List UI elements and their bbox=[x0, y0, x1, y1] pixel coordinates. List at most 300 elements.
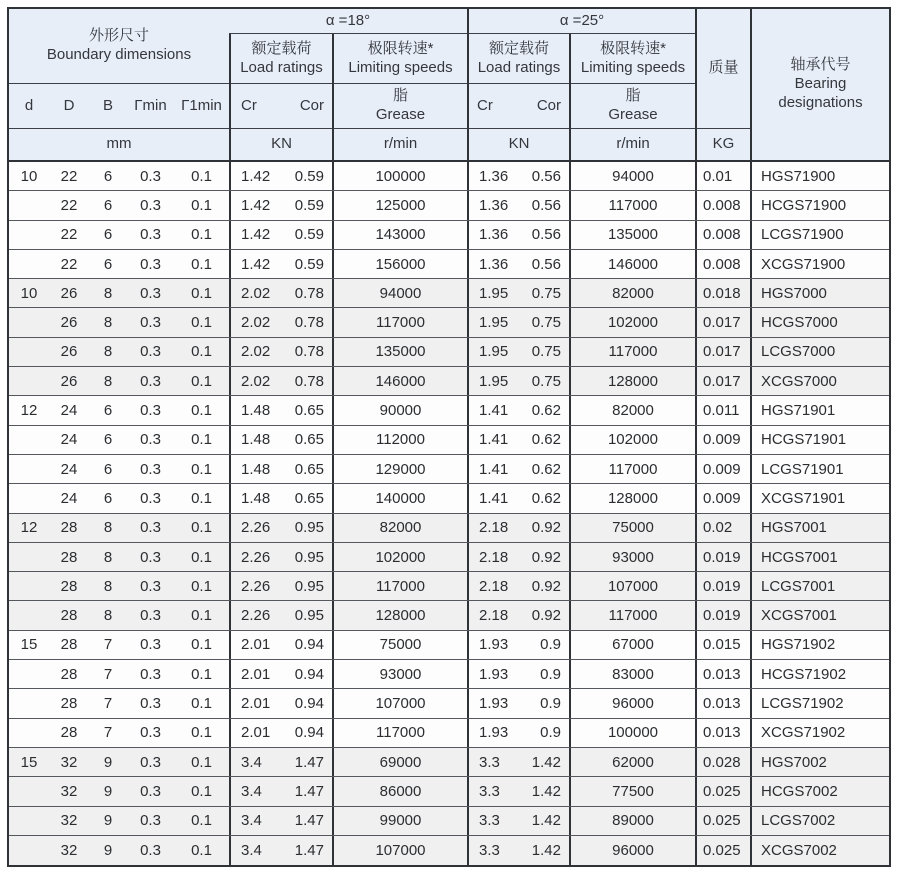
cell-grease25: 102000 bbox=[569, 426, 695, 454]
cell-mass: 0.019 bbox=[695, 543, 750, 571]
cell-rmin: 0.3 bbox=[140, 402, 161, 420]
cell-d bbox=[9, 455, 49, 483]
cell-cr25: 1.95 bbox=[467, 367, 524, 395]
cell-grease18: 102000 bbox=[332, 543, 467, 571]
cell-designation: HGS71901 bbox=[750, 396, 889, 424]
cell-cr18: 2.01 bbox=[229, 631, 287, 659]
cell-grease25: 89000 bbox=[569, 807, 695, 835]
cell-grease18: 69000 bbox=[332, 748, 467, 776]
bearing-designations-en2: designations bbox=[778, 93, 863, 111]
cell-d bbox=[9, 660, 49, 688]
unit-kn-25: KN bbox=[467, 129, 569, 160]
cell-cor25: 0.56 bbox=[531, 255, 561, 273]
cell-grease25: 75000 bbox=[569, 514, 695, 542]
header-col-cr-18: Cr bbox=[229, 84, 287, 129]
cell-cor18: 0.95 bbox=[294, 548, 324, 566]
cell-rmin: 0.3 bbox=[140, 724, 161, 742]
cell-d: 15 bbox=[20, 753, 38, 771]
cell-d: 10 bbox=[20, 167, 38, 185]
header-alpha-18: α =18° bbox=[229, 9, 467, 34]
cell-d bbox=[9, 719, 49, 747]
cell-mass: 0.009 bbox=[695, 426, 750, 454]
cell-cr25: 1.41 bbox=[467, 484, 524, 512]
limiting-speeds-en: Limiting speeds bbox=[580, 58, 686, 76]
cell-rmin: 0.3 bbox=[140, 460, 161, 478]
cell-cor18: 1.47 bbox=[294, 812, 324, 830]
cell-d bbox=[9, 484, 49, 512]
cell-designation: LCGS71901 bbox=[750, 455, 889, 483]
cell-grease18: 90000 bbox=[332, 396, 467, 424]
header-col-r1min: Γ1min bbox=[174, 84, 229, 129]
cell-cor18: 0.65 bbox=[294, 431, 324, 449]
cell-grease25: 117000 bbox=[569, 601, 695, 629]
cell-cor25: 0.92 bbox=[531, 577, 561, 595]
cell-B: 8 bbox=[103, 548, 113, 566]
cell-cor25: 0.92 bbox=[531, 519, 561, 537]
cell-mass: 0.015 bbox=[695, 631, 750, 659]
cell-D: 28 bbox=[60, 577, 78, 595]
cell-grease25: 94000 bbox=[569, 162, 695, 190]
cell-B: 9 bbox=[103, 841, 113, 859]
cell-rmin: 0.3 bbox=[140, 343, 161, 361]
cell-r1min: 0.1 bbox=[191, 167, 212, 185]
cell-cor25: 0.75 bbox=[531, 314, 561, 332]
table-row bbox=[9, 250, 889, 279]
cell-cr25: 1.93 bbox=[467, 689, 524, 717]
cell-cor18: 0.78 bbox=[294, 343, 324, 361]
cell-cor25: 1.42 bbox=[531, 753, 561, 771]
unit-mm: mm bbox=[106, 135, 132, 153]
cell-designation: HGS71902 bbox=[750, 631, 889, 659]
cell-cr25: 3.3 bbox=[467, 807, 524, 835]
cell-D: 26 bbox=[60, 314, 78, 332]
cell-rmin: 0.3 bbox=[140, 519, 161, 537]
cell-designation: HGS71900 bbox=[750, 162, 889, 190]
cell-grease25: 128000 bbox=[569, 484, 695, 512]
cell-grease18: 117000 bbox=[332, 719, 467, 747]
cell-r1min: 0.1 bbox=[191, 607, 212, 625]
cell-B: 6 bbox=[103, 489, 113, 507]
cell-designation: HCGS71902 bbox=[750, 660, 889, 688]
cell-r1min: 0.1 bbox=[191, 724, 212, 742]
cell-cr18: 1.48 bbox=[229, 455, 287, 483]
limiting-speeds-cn: 极限转速* bbox=[367, 39, 434, 57]
cell-cor18: 0.95 bbox=[294, 519, 324, 537]
cell-designation: XCGS7000 bbox=[750, 367, 889, 395]
load-ratings-en: Load ratings bbox=[240, 58, 323, 76]
cell-d bbox=[9, 836, 49, 865]
cell-rmin: 0.3 bbox=[140, 255, 161, 273]
cell-rmin: 0.3 bbox=[140, 753, 161, 771]
cell-grease25: 83000 bbox=[569, 660, 695, 688]
cell-grease25: 135000 bbox=[569, 221, 695, 249]
cell-cor25: 0.62 bbox=[531, 402, 561, 420]
cell-rmin: 0.3 bbox=[140, 841, 161, 859]
cell-designation: HGS7000 bbox=[750, 279, 889, 307]
cell-cr18: 2.26 bbox=[229, 572, 287, 600]
cell-r1min: 0.1 bbox=[191, 694, 212, 712]
cell-mass: 0.008 bbox=[695, 191, 750, 219]
cell-grease25: 62000 bbox=[569, 748, 695, 776]
cell-cor25: 0.92 bbox=[531, 607, 561, 625]
cell-cr25: 1.93 bbox=[467, 631, 524, 659]
cell-D: 28 bbox=[60, 636, 78, 654]
cell-r1min: 0.1 bbox=[191, 636, 212, 654]
cell-cr18: 2.26 bbox=[229, 514, 287, 542]
cell-d bbox=[9, 191, 49, 219]
cell-mass: 0.017 bbox=[695, 308, 750, 336]
cell-grease18: 129000 bbox=[332, 455, 467, 483]
cell-mass: 0.013 bbox=[695, 689, 750, 717]
cell-grease18: 128000 bbox=[332, 601, 467, 629]
cell-D: 32 bbox=[60, 753, 78, 771]
cell-rmin: 0.3 bbox=[140, 167, 161, 185]
cell-cor25: 0.9 bbox=[540, 694, 561, 712]
cell-d bbox=[9, 543, 49, 571]
cell-r1min: 0.1 bbox=[191, 577, 212, 595]
cell-B: 6 bbox=[103, 167, 113, 185]
cell-cor18: 0.65 bbox=[294, 402, 324, 420]
cell-grease18: 93000 bbox=[332, 660, 467, 688]
cell-d bbox=[9, 308, 49, 336]
cell-D: 24 bbox=[60, 489, 78, 507]
cell-B: 9 bbox=[103, 812, 113, 830]
cell-cr18: 2.02 bbox=[229, 308, 287, 336]
cell-designation: HCGS7000 bbox=[750, 308, 889, 336]
cell-cr25: 1.95 bbox=[467, 338, 524, 366]
cell-grease25: 117000 bbox=[569, 191, 695, 219]
table-row bbox=[9, 396, 889, 425]
cell-grease25: 96000 bbox=[569, 689, 695, 717]
cell-d: 12 bbox=[20, 402, 38, 420]
cell-grease18: 99000 bbox=[332, 807, 467, 835]
cell-D: 26 bbox=[60, 372, 78, 390]
cell-B: 6 bbox=[103, 196, 113, 214]
cell-grease18: 75000 bbox=[332, 631, 467, 659]
cell-designation: HCGS71901 bbox=[750, 426, 889, 454]
cell-mass: 0.011 bbox=[695, 396, 750, 424]
cell-r1min: 0.1 bbox=[191, 665, 212, 683]
cell-cr18: 2.01 bbox=[229, 719, 287, 747]
header-mass: 质量 bbox=[695, 9, 750, 129]
table-row bbox=[9, 308, 889, 337]
unit-rpm-25: r/min bbox=[569, 129, 695, 160]
cell-rmin: 0.3 bbox=[140, 812, 161, 830]
cell-D: 32 bbox=[60, 841, 78, 859]
cell-rmin: 0.3 bbox=[140, 489, 161, 507]
header-col-cor-25: Cor bbox=[524, 84, 569, 129]
cell-cor18: 1.47 bbox=[294, 841, 324, 859]
cell-grease18: 146000 bbox=[332, 367, 467, 395]
table-row bbox=[9, 719, 889, 748]
cell-cor25: 0.62 bbox=[531, 489, 561, 507]
cell-d bbox=[9, 221, 49, 249]
cell-cor25: 0.9 bbox=[540, 665, 561, 683]
cell-r1min: 0.1 bbox=[191, 402, 212, 420]
unit-kn-18: KN bbox=[229, 129, 332, 160]
table-row bbox=[9, 426, 889, 455]
cell-cor18: 0.59 bbox=[294, 196, 324, 214]
cell-d bbox=[9, 367, 49, 395]
cell-cr18: 3.4 bbox=[229, 748, 287, 776]
header-col-rmin: Γmin bbox=[127, 84, 174, 129]
cell-D: 22 bbox=[60, 226, 78, 244]
cell-mass: 0.009 bbox=[695, 484, 750, 512]
cell-cor18: 0.59 bbox=[294, 226, 324, 244]
cell-cr18: 1.42 bbox=[229, 162, 287, 190]
cell-cor18: 0.94 bbox=[294, 724, 324, 742]
cell-grease18: 135000 bbox=[332, 338, 467, 366]
cell-designation: LCGS71902 bbox=[750, 689, 889, 717]
cell-cr25: 1.93 bbox=[467, 719, 524, 747]
cell-mass: 0.019 bbox=[695, 572, 750, 600]
cell-r1min: 0.1 bbox=[191, 841, 212, 859]
cell-B: 9 bbox=[103, 753, 113, 771]
cell-r1min: 0.1 bbox=[191, 226, 212, 244]
table-row bbox=[9, 162, 889, 191]
cell-d: 15 bbox=[20, 636, 38, 654]
grease-cn: 脂 bbox=[392, 87, 408, 105]
cell-cr18: 1.42 bbox=[229, 221, 287, 249]
table-body bbox=[9, 162, 889, 865]
cell-designation: LCGS7001 bbox=[750, 572, 889, 600]
cell-rmin: 0.3 bbox=[140, 284, 161, 302]
cell-rmin: 0.3 bbox=[140, 431, 161, 449]
cell-cr25: 1.95 bbox=[467, 279, 524, 307]
cell-cr18: 1.48 bbox=[229, 484, 287, 512]
cell-mass: 0.017 bbox=[695, 367, 750, 395]
cell-cr18: 2.26 bbox=[229, 601, 287, 629]
cell-designation: LCGS7002 bbox=[750, 807, 889, 835]
grease-en: Grease bbox=[608, 106, 658, 123]
cell-mass: 0.017 bbox=[695, 338, 750, 366]
cell-r1min: 0.1 bbox=[191, 255, 212, 273]
cell-cor18: 0.65 bbox=[294, 460, 324, 478]
cell-r1min: 0.1 bbox=[191, 489, 212, 507]
header-load-ratings-25 bbox=[467, 34, 569, 84]
cell-grease18: 82000 bbox=[332, 514, 467, 542]
cell-B: 8 bbox=[103, 519, 113, 537]
boundary-label-en: Boundary dimensions bbox=[46, 46, 192, 63]
table-row bbox=[9, 748, 889, 777]
header-boundary-dimensions bbox=[9, 9, 229, 84]
table-row bbox=[9, 514, 889, 543]
cell-cor18: 1.47 bbox=[294, 782, 324, 800]
cell-cr18: 1.48 bbox=[229, 426, 287, 454]
cell-cor25: 0.9 bbox=[540, 724, 561, 742]
cell-cor25: 0.92 bbox=[531, 548, 561, 566]
cell-cor18: 0.65 bbox=[294, 489, 324, 507]
cell-cr25: 2.18 bbox=[467, 514, 524, 542]
cell-r1min: 0.1 bbox=[191, 314, 212, 332]
bearing-designations-cn: 轴承代号 bbox=[790, 56, 851, 74]
cell-designation: XCGS7001 bbox=[750, 601, 889, 629]
cell-d bbox=[9, 572, 49, 600]
cell-designation: HCGS7001 bbox=[750, 543, 889, 571]
cell-r1min: 0.1 bbox=[191, 753, 212, 771]
table-row bbox=[9, 572, 889, 601]
cell-designation: XCGS71900 bbox=[750, 250, 889, 278]
cell-grease18: 94000 bbox=[332, 279, 467, 307]
cell-grease18: 107000 bbox=[332, 689, 467, 717]
cell-rmin: 0.3 bbox=[140, 548, 161, 566]
cell-d bbox=[9, 601, 49, 629]
cell-B: 9 bbox=[103, 782, 113, 800]
cell-D: 22 bbox=[60, 167, 78, 185]
cell-grease25: 102000 bbox=[569, 308, 695, 336]
cell-d: 10 bbox=[20, 284, 38, 302]
load-ratings-cn: 额定载荷 bbox=[488, 39, 549, 57]
cell-cr25: 1.36 bbox=[467, 250, 524, 278]
cell-D: 26 bbox=[60, 284, 78, 302]
bearing-designations-en1: Bearing bbox=[794, 75, 847, 93]
cell-designation: HCGS71900 bbox=[750, 191, 889, 219]
table-row bbox=[9, 807, 889, 836]
cell-rmin: 0.3 bbox=[140, 607, 161, 625]
cell-D: 28 bbox=[60, 724, 78, 742]
cell-cr25: 1.36 bbox=[467, 191, 524, 219]
cell-B: 6 bbox=[103, 226, 113, 244]
table-row bbox=[9, 660, 889, 689]
cell-r1min: 0.1 bbox=[191, 460, 212, 478]
cell-cr18: 2.01 bbox=[229, 689, 287, 717]
header-load-ratings-18 bbox=[229, 34, 332, 84]
cell-B: 8 bbox=[103, 577, 113, 595]
cell-rmin: 0.3 bbox=[140, 577, 161, 595]
cell-d bbox=[9, 338, 49, 366]
cell-grease18: 117000 bbox=[332, 572, 467, 600]
cell-d bbox=[9, 777, 49, 805]
cell-d bbox=[9, 426, 49, 454]
cell-cr18: 1.42 bbox=[229, 191, 287, 219]
cell-D: 22 bbox=[60, 255, 78, 273]
cell-cr18: 2.02 bbox=[229, 279, 287, 307]
header-limiting-speeds-18 bbox=[332, 34, 467, 84]
cell-rmin: 0.3 bbox=[140, 694, 161, 712]
header-col-grease-18 bbox=[332, 84, 467, 129]
cell-B: 6 bbox=[103, 431, 113, 449]
bearing-spec-table bbox=[7, 7, 891, 867]
load-ratings-en: Load ratings bbox=[477, 58, 561, 76]
cell-B: 7 bbox=[103, 636, 113, 654]
cell-mass: 0.02 bbox=[695, 514, 750, 542]
cell-d bbox=[9, 250, 49, 278]
cell-designation: LCGS71900 bbox=[750, 221, 889, 249]
cell-cor25: 1.42 bbox=[531, 812, 561, 830]
cell-B: 7 bbox=[103, 665, 113, 683]
cell-cor25: 0.62 bbox=[531, 431, 561, 449]
cell-cor18: 1.47 bbox=[294, 753, 324, 771]
cell-grease18: 143000 bbox=[332, 221, 467, 249]
cell-mass: 0.01 bbox=[695, 162, 750, 190]
table-row bbox=[9, 777, 889, 806]
cell-cor25: 0.56 bbox=[531, 196, 561, 214]
cell-mass: 0.013 bbox=[695, 660, 750, 688]
cell-grease25: 77500 bbox=[569, 777, 695, 805]
cell-grease18: 107000 bbox=[332, 836, 467, 865]
cell-mass: 0.025 bbox=[695, 807, 750, 835]
cell-B: 8 bbox=[103, 372, 113, 390]
cell-cor18: 0.95 bbox=[294, 607, 324, 625]
cell-B: 8 bbox=[103, 607, 113, 625]
table-row bbox=[9, 543, 889, 572]
cell-r1min: 0.1 bbox=[191, 372, 212, 390]
cell-B: 8 bbox=[103, 314, 113, 332]
cell-D: 24 bbox=[60, 402, 78, 420]
cell-D: 28 bbox=[60, 665, 78, 683]
cell-grease18: 156000 bbox=[332, 250, 467, 278]
cell-cr18: 3.4 bbox=[229, 777, 287, 805]
cell-D: 26 bbox=[60, 343, 78, 361]
cell-cr25: 2.18 bbox=[467, 601, 524, 629]
cell-B: 8 bbox=[103, 343, 113, 361]
cell-cor25: 0.75 bbox=[531, 284, 561, 302]
cell-grease18: 140000 bbox=[332, 484, 467, 512]
cell-D: 28 bbox=[60, 694, 78, 712]
cell-grease25: 107000 bbox=[569, 572, 695, 600]
cell-grease25: 82000 bbox=[569, 279, 695, 307]
cell-designation: HGS7002 bbox=[750, 748, 889, 776]
table-row bbox=[9, 631, 889, 660]
cell-rmin: 0.3 bbox=[140, 665, 161, 683]
cell-cr18: 1.42 bbox=[229, 250, 287, 278]
cell-cr25: 1.36 bbox=[467, 162, 524, 190]
load-ratings-cn: 额定载荷 bbox=[251, 39, 312, 57]
cell-grease18: 86000 bbox=[332, 777, 467, 805]
cell-cor18: 0.78 bbox=[294, 314, 324, 332]
cell-mass: 0.028 bbox=[695, 748, 750, 776]
cell-B: 6 bbox=[103, 255, 113, 273]
header-alpha-25: α =25° bbox=[467, 9, 695, 34]
cell-cr25: 1.41 bbox=[467, 455, 524, 483]
cell-designation: XCGS7002 bbox=[750, 836, 889, 865]
header-col-cr-25: Cr bbox=[467, 84, 524, 129]
cell-r1min: 0.1 bbox=[191, 782, 212, 800]
cell-d bbox=[9, 807, 49, 835]
table-row bbox=[9, 338, 889, 367]
table-row bbox=[9, 221, 889, 250]
cell-cr25: 2.18 bbox=[467, 572, 524, 600]
cell-cor25: 0.75 bbox=[531, 343, 561, 361]
cell-cor25: 0.56 bbox=[531, 167, 561, 185]
header-col-d: d bbox=[9, 84, 49, 129]
cell-cr18: 2.02 bbox=[229, 338, 287, 366]
cell-B: 8 bbox=[103, 284, 113, 302]
cell-r1min: 0.1 bbox=[191, 196, 212, 214]
cell-d bbox=[9, 689, 49, 717]
cell-D: 32 bbox=[60, 782, 78, 800]
table-row bbox=[9, 279, 889, 308]
cell-grease25: 100000 bbox=[569, 719, 695, 747]
unit-rpm-18: r/min bbox=[332, 129, 467, 160]
cell-cr18: 3.4 bbox=[229, 807, 287, 835]
cell-mass: 0.025 bbox=[695, 777, 750, 805]
cell-D: 28 bbox=[60, 519, 78, 537]
cell-d: 12 bbox=[20, 519, 38, 537]
cell-designation: XCGS71901 bbox=[750, 484, 889, 512]
cell-cor18: 0.59 bbox=[294, 255, 324, 273]
cell-cr18: 2.26 bbox=[229, 543, 287, 571]
cell-cor18: 0.78 bbox=[294, 284, 324, 302]
header-col-grease-25 bbox=[569, 84, 695, 129]
cell-rmin: 0.3 bbox=[140, 196, 161, 214]
cell-cor18: 0.94 bbox=[294, 636, 324, 654]
cell-cr25: 1.41 bbox=[467, 396, 524, 424]
cell-cor25: 0.9 bbox=[540, 636, 561, 654]
cell-cor25: 1.42 bbox=[531, 782, 561, 800]
cell-D: 28 bbox=[60, 548, 78, 566]
cell-designation: HCGS7002 bbox=[750, 777, 889, 805]
